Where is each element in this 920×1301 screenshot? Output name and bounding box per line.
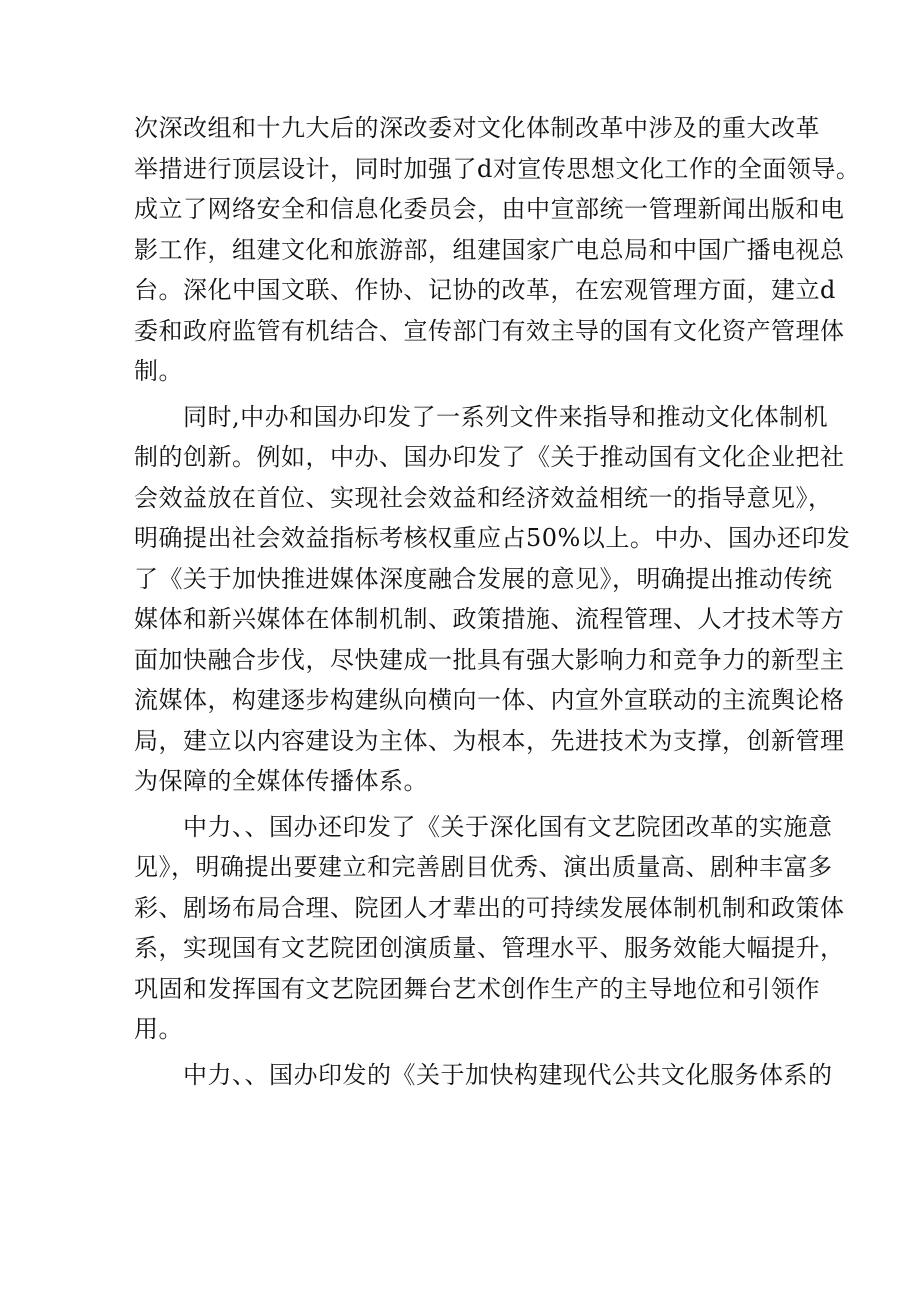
text-line: 制的创新。例如，中办、国办印发了《关于推动国有文化企业把社 bbox=[134, 443, 845, 471]
text-line: 次深改组和十九大后的深改委对文化体制改革中涉及的重大改革 bbox=[134, 114, 820, 142]
paragraph-1 bbox=[134, 108, 861, 392]
text-line: 巩固和发挥国有文艺院团舞台艺术创作生产的主导地位和引领作 bbox=[134, 974, 820, 1003]
text-line: 会效益放在首位、实现社会效益和经济效益相统一的指导意见》， bbox=[134, 483, 833, 512]
text-line: 见》，明确提出要建立和完善剧目优秀、演出质量高、剧种丰富多 bbox=[134, 853, 833, 881]
text-line: 影工作，组建文化和旅游部，组建国家广电总局和中国广播电视总 bbox=[134, 235, 845, 264]
text-line: 局，建立以内容建设为主体、为根本，先进技术为支撑，创新管理 bbox=[134, 726, 845, 755]
paragraph-3 bbox=[134, 807, 845, 1050]
text-line: 明确提出社会效益指标考核权重应占50%以上。中办、国办还印发 bbox=[134, 524, 851, 552]
text-line: 媒体和新兴媒体在体制机制、政策措施、流程管理、人才技术等方 bbox=[134, 605, 845, 633]
paragraph-4 bbox=[134, 1055, 833, 1096]
paragraph-2 bbox=[134, 397, 851, 802]
text-line: 流媒体，构建逐步构建纵向横向一体、内宣外宣联动的主流舆论格 bbox=[134, 686, 845, 714]
text-line: 同时,中办和国办印发了一系列文件来指导和推动文化体制机 bbox=[134, 402, 829, 431]
text-line: 系，实现国有文艺院团创演质量、管理水平、服务效能大幅提升， bbox=[134, 934, 845, 962]
text-line: 了《关于加快推进媒体深度融合发展的意见》，明确提出推动传统 bbox=[134, 564, 833, 593]
text-line: 面加快融合步伐，尽快建成一批具有强大影响力和竞争力的新型主 bbox=[134, 645, 845, 674]
text-line: 用。 bbox=[134, 1015, 183, 1043]
text-line: 台。深化中国文联、作协、记协的改革，在宏观管理方面，建立d bbox=[134, 276, 836, 304]
text-line: 为保障的全媒体传播体系。 bbox=[134, 767, 428, 795]
text-line: 成立了网络安全和信息化委员会，由中宣部统一管理新闻出版和电 bbox=[134, 195, 845, 223]
text-line: 中力、、国办还印发了《关于深化国有文艺院团改革的实施意 bbox=[134, 812, 833, 841]
document-body bbox=[134, 108, 861, 1095]
text-line: 中力、、国办印发的《关于加快构建现代公共文化服务体系的 bbox=[134, 1060, 833, 1089]
text-line: 彩、剧场布局合理、院团人才辈出的可持续发展体制机制和政策体 bbox=[134, 893, 845, 922]
text-line: 委和政府监管有机结合、宣传部门有效主导的国有文化资产管理体 bbox=[134, 316, 845, 345]
text-line: 举措进行顶层设计，同时加强了d对宣传思想文化工作的全面领导。 bbox=[134, 154, 861, 183]
text-line: 制。 bbox=[134, 357, 183, 385]
